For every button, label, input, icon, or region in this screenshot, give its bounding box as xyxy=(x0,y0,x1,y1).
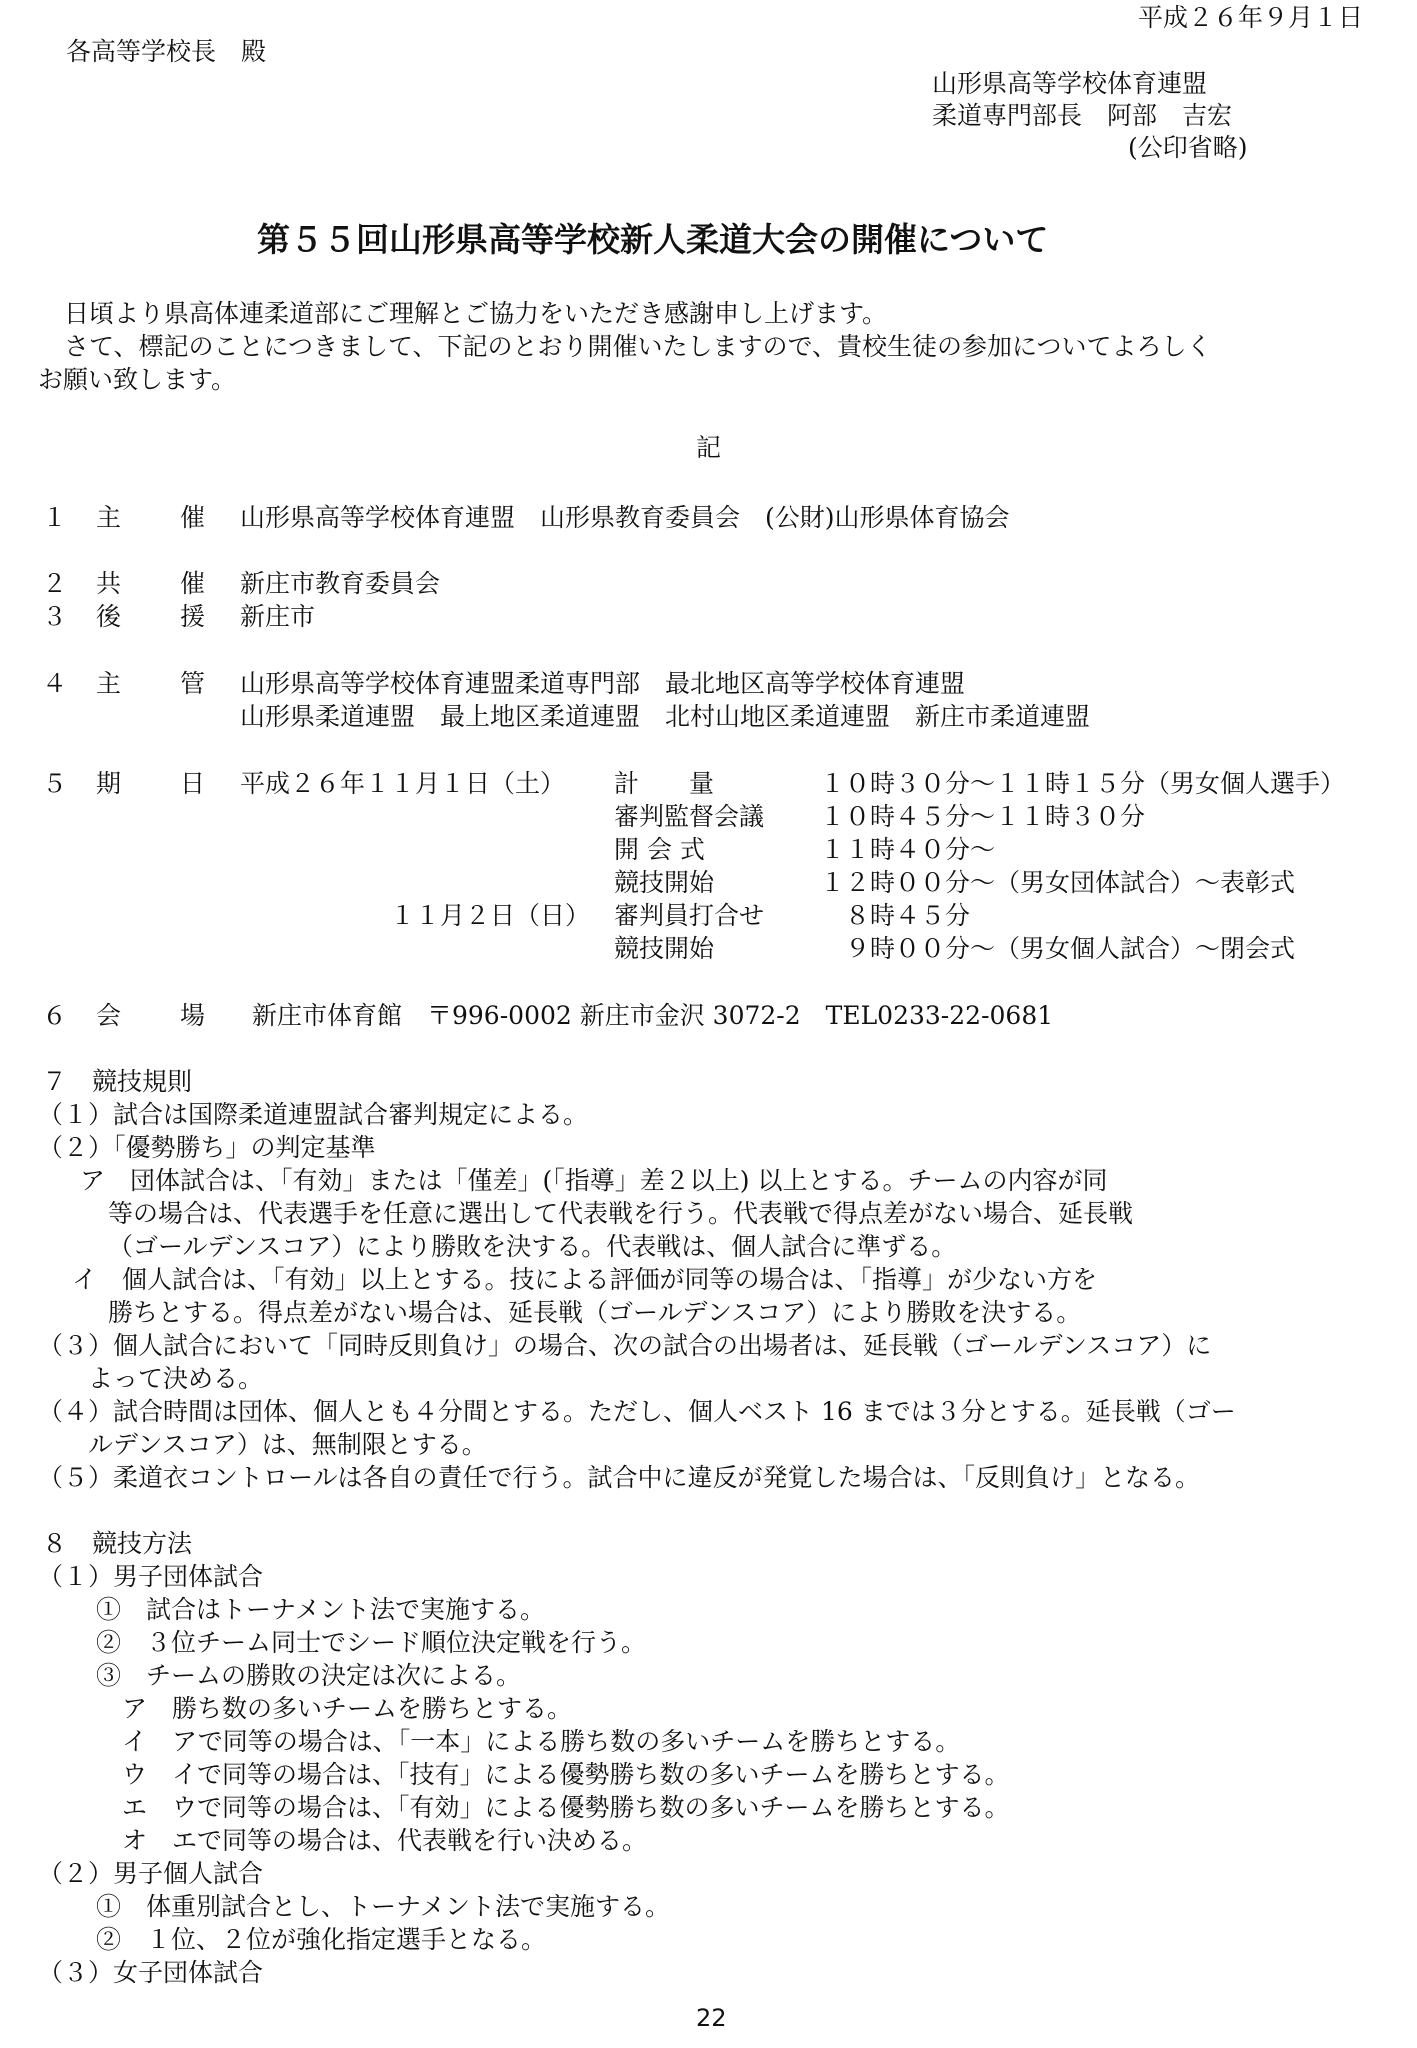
item-value: 新庄市教育委員会 xyxy=(240,569,441,598)
schedule-label: 計 量 xyxy=(614,769,715,798)
item-value: 新庄市体育館 〒996-0002 新庄市金沢 3072-2 TEL0233-22-0681 xyxy=(252,1001,1054,1030)
schedule-time: １０時３０分～１１時１５分（男女個人選手） xyxy=(820,769,1346,798)
document-date: 平成２６年９月１日 xyxy=(1138,3,1364,32)
recipient: 各高等学校長 殿 xyxy=(66,37,267,66)
method-line: ① 試合はトーナメント法で実施する。 xyxy=(96,1595,546,1624)
sender-organization: 山形県高等学校体育連盟 xyxy=(932,69,1208,98)
schedule-label: 競技開始 xyxy=(614,868,715,897)
schedule-time: １２時００分～（男女団体試合）～表彰式 xyxy=(820,868,1296,897)
method-line: ③ チームの勝敗の決定は次による。 xyxy=(96,1661,522,1690)
intro-line-3: お願い致します。 xyxy=(38,365,237,394)
rule-line: （ゴールデンスコア）により勝敗を決する。代表戦は、個人試合に準ずる。 xyxy=(108,1232,957,1261)
item-label-char: 催 xyxy=(180,503,206,532)
rule-line: ア 団体試合は、「有効」または「僅差」(「指導」差２以上) 以上とする。チームの内容が同 xyxy=(80,1166,1108,1195)
method-line: オ エで同等の場合は、代表戦を行い決める。 xyxy=(122,1826,648,1855)
method-line: （２）男子個人試合 xyxy=(38,1859,264,1888)
item-label-char: 日 xyxy=(180,769,206,798)
seal-note: (公印省略) xyxy=(1128,133,1248,162)
item-label-char: 主 xyxy=(96,669,122,698)
item-number: ６ xyxy=(42,1001,68,1030)
sender-person: 柔道専門部長 阿部 吉宏 xyxy=(932,101,1233,130)
rule-line: 勝ちとする。得点差がない場合は、延長戦（ゴールデンスコア）により勝敗を決する。 xyxy=(108,1298,1082,1327)
item-number: ５ xyxy=(42,769,68,798)
item-label-char: 催 xyxy=(180,569,206,598)
method-line: （１）男子団体試合 xyxy=(38,1562,264,1591)
item-label-char: 主 xyxy=(96,503,122,532)
schedule-time: １０時４５分～１１時３０分 xyxy=(820,802,1146,831)
item-label-char: 場 xyxy=(180,1001,206,1030)
rule-line: （５）柔道衣コントロールは各自の責任で行う。試合中に違反が発覚した場合は、「反則負け」となる。 xyxy=(38,1463,1201,1492)
method-line: ① 体重別試合とし、トーナメント法で実施する。 xyxy=(96,1892,671,1921)
method-line: ウ イで同等の場合は、「技有」による優勢勝ち数の多いチームを勝ちとする。 xyxy=(122,1760,1010,1789)
intro-line-1: 日頃より県高体連柔道部にご理解とご協力をいただき感謝申し上げます。 xyxy=(64,299,888,328)
rule-line: （１）試合は国際柔道連盟試合審判規定による。 xyxy=(38,1100,589,1129)
schedule-time: １１時４０分～ xyxy=(820,835,996,864)
schedule-time: ８時４５分 xyxy=(820,901,971,930)
method-line: ② １位、２位が強化指定選手となる。 xyxy=(96,1925,547,1954)
rule-line: ルデンスコア）は、無制限とする。 xyxy=(88,1430,487,1459)
rule-line: （４）試合時間は団体、個人とも４分間とする。ただし、個人ベスト 16 までは３分とする。延長戦（ゴー xyxy=(38,1397,1236,1426)
rule-line: （２）「優勢勝ち」の判定基準 xyxy=(38,1133,376,1162)
schedule-time: ９時００分～（男女個人試合）～閉会式 xyxy=(820,934,1296,963)
item-value: 山形県高等学校体育連盟 山形県教育委員会 (公財)山形県体育協会 xyxy=(240,503,1010,532)
schedule-label: 競技開始 xyxy=(614,934,715,963)
method-line: イ アで同等の場合は、「一本」による勝ち数の多いチームを勝ちとする。 xyxy=(122,1727,961,1756)
rule-line: （３）個人試合において「同時反則負け」の場合、次の試合の出場者は、延長戦（ゴールデンスコア）に xyxy=(38,1331,1212,1360)
ki-mark: 記 xyxy=(696,433,722,462)
item-label-char: 会 xyxy=(96,1001,122,1030)
rule-line: 等の場合は、代表選手を任意に選出して代表戦を行う。代表戦で得点差がない場合、延長戦 xyxy=(108,1199,1134,1228)
item-value: 山形県高等学校体育連盟柔道専門部 最北地区高等学校体育連盟 xyxy=(240,669,966,698)
page-number: 22 xyxy=(696,2004,727,2032)
item-label-char: 期 xyxy=(96,769,122,798)
item-label-char: 後 xyxy=(96,602,122,631)
item-number: ３ xyxy=(42,602,68,631)
section-heading: ８ 競技方法 xyxy=(42,1529,193,1558)
rule-line: よって決める。 xyxy=(88,1364,264,1393)
item-label-char: 援 xyxy=(180,602,206,631)
schedule-label: 開 会 式 xyxy=(614,835,705,864)
method-line: ア 勝ち数の多いチームを勝ちとする。 xyxy=(122,1694,573,1723)
schedule-label: 審判員打合せ xyxy=(614,901,765,930)
date-day-1: 平成２６年１１月１日（土） xyxy=(240,769,566,798)
item-number: ２ xyxy=(42,569,68,598)
date-day-2: １１月２日（日） xyxy=(390,901,591,930)
method-line: ② ３位チーム同士でシード順位決定戦を行う。 xyxy=(96,1628,647,1657)
item-label-char: 管 xyxy=(180,669,206,698)
method-line: （３）女子団体試合 xyxy=(38,1958,264,1987)
method-line: エ ウで同等の場合は、「有効」による優勢勝ち数の多いチームを勝ちとする。 xyxy=(122,1793,1010,1822)
item-value: 山形県柔道連盟 最上地区柔道連盟 北村山地区柔道連盟 新庄市柔道連盟 xyxy=(240,702,1091,731)
schedule-label: 審判監督会議 xyxy=(614,802,765,831)
page-title: 第５５回山形県高等学校新人柔道大会の開催について xyxy=(257,220,1049,259)
item-number: ４ xyxy=(42,669,68,698)
item-value: 新庄市 xyxy=(240,602,316,631)
section-heading: ７ 競技規則 xyxy=(42,1067,193,1096)
item-number: １ xyxy=(42,503,68,532)
intro-line-2: さて、標記のことにつきまして、下記のとおり開催いたしますので、貴校生徒の参加についてよろしく xyxy=(64,332,1212,361)
item-label-char: 共 xyxy=(96,569,122,598)
rule-line: イ 個人試合は、「有効」以上とする。技による評価が同等の場合は、「指導」が少ない方を xyxy=(72,1265,1098,1294)
